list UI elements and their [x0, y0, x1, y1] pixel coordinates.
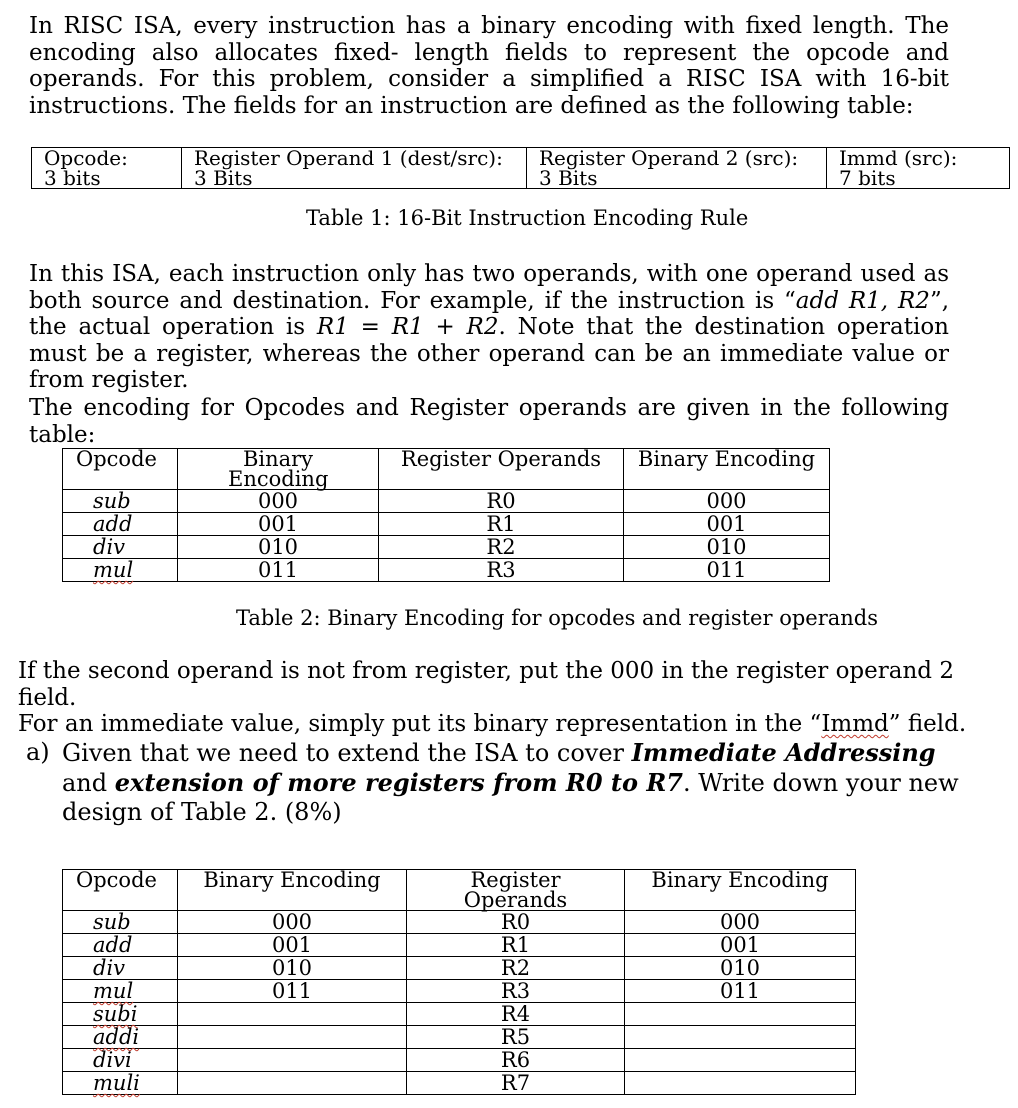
- table-row: mul 011 R3 011: [63, 559, 830, 582]
- t3-header-binary: Binary Encoding: [178, 870, 407, 911]
- t2-header-binary-2: Binary Encoding: [624, 449, 830, 490]
- answer-cell[interactable]: [178, 1003, 407, 1026]
- answer-cell[interactable]: [178, 1072, 407, 1095]
- answer-cell[interactable]: [178, 1026, 407, 1049]
- t2-header-register: Register Operands: [379, 449, 624, 490]
- field-opcode: Opcode: 3 bits: [32, 148, 182, 189]
- instruction-fields-table: [31, 147, 1010, 189]
- t3-header-opcode: Opcode: [63, 870, 178, 911]
- encoding-intro-paragraph: The encoding for Opcodes and Register operands are given in the following table:: [29, 395, 949, 448]
- answer-cell[interactable]: [178, 1049, 407, 1072]
- table1-caption: Table 1: 16-Bit Instruction Encoding Rule: [306, 206, 749, 230]
- question-label: a): [26, 738, 50, 766]
- immediate-note: If the second operand is not from register, put the 000 in the register operand 2 field. For an immediate value, simply put its binary representation in the “Immd” field.: [18, 658, 967, 737]
- operands-paragraph: In this ISA, each instruction only has two operands, with one operand used as both source and destination. For example, if the instruction is “add R1, R2”, the actual operation is R1 = R1 + R2. Note that the destination operation must be a register, whereas the other operand can be an immediate value or from register.: [29, 261, 950, 393]
- table-row: addi R5: [63, 1026, 856, 1049]
- field-reg1: Register Operand 1 (dest/src): 3 Bits: [182, 148, 527, 189]
- t2-header-opcode: Opcode: [63, 449, 178, 490]
- field-reg2: Register Operand 2 (src): 3 Bits: [527, 148, 827, 189]
- answer-cell[interactable]: [625, 1049, 856, 1072]
- field-immd: Immd (src): 7 bits: [827, 148, 1010, 189]
- table2-caption: Table 2: Binary Encoding for opcodes and register operands: [236, 606, 879, 630]
- opcode-register-table: [62, 448, 830, 582]
- table-row: subi R4: [63, 1003, 856, 1026]
- table-row: mul 011 R3 011: [63, 980, 856, 1003]
- intro-paragraph: In RISC ISA, every instruction has a binary encoding with fixed length. The encoding also allocates fixed- length fields to represent the opcode and operands. For this problem, consider a simplified a RISC ISA with 16-bit instructions. The fields for an instruction are defined as the following table:: [29, 13, 949, 119]
- answer-cell[interactable]: [625, 1026, 856, 1049]
- answer-table: [62, 869, 856, 1095]
- table-row: sub 000 R0 000: [63, 911, 856, 934]
- table-row: divi R6: [63, 1049, 856, 1072]
- table-row: muli R7: [63, 1072, 856, 1095]
- t2-header-binary: Binary Encoding: [178, 449, 379, 490]
- t3-header-register: Register Operands: [407, 870, 625, 911]
- t3-header-binary-2: Binary Encoding: [625, 870, 856, 911]
- answer-cell[interactable]: [625, 1072, 856, 1095]
- table-row: div 010 R2 010: [63, 957, 856, 980]
- answer-cell[interactable]: [625, 1003, 856, 1026]
- table-row: add 001 R1 001: [63, 513, 830, 536]
- table-row: add 001 R1 001: [63, 934, 856, 957]
- table-row: div 010 R2 010: [63, 536, 830, 559]
- question-a: a) Given that we need to extend the ISA to cover Immediate Addressing and extension of more registers from R0 to R7. Write down your new design of Table 2. (8%): [26, 738, 959, 826]
- table-row: sub 000 R0 000: [63, 490, 830, 513]
